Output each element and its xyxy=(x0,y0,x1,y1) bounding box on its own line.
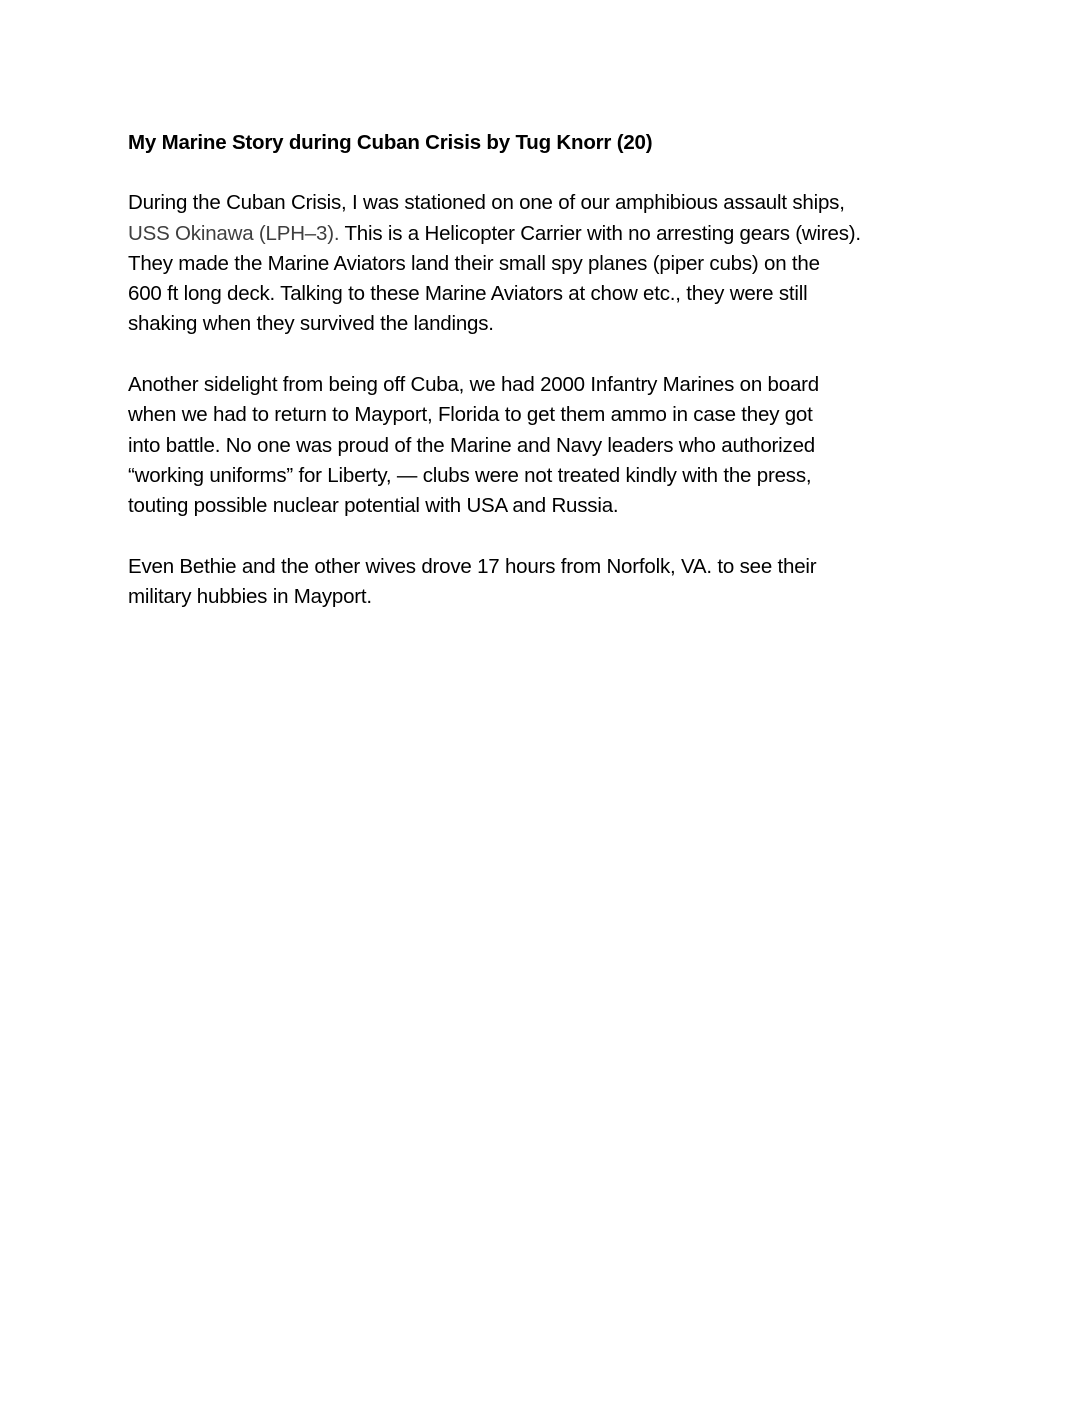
paragraph-2-line-4: “working uniforms” for Liberty, — clubs were not treated kindly with the press, xyxy=(128,463,812,487)
paragraph-1 xyxy=(128,188,968,339)
paragraph-1-line-5: shaking when they survived the landings. xyxy=(128,312,494,336)
paragraph-3-line-2: military hubbies in Mayport. xyxy=(128,585,372,609)
paragraph-2-line-3: into battle. No one was proud of the Marine and Navy leaders who authorized xyxy=(128,433,815,457)
spacer xyxy=(128,158,968,188)
spacer xyxy=(128,340,968,370)
paragraph-1-line-2-text: This is a Helicopter Carrier with no arresting gears (wires). xyxy=(344,221,861,245)
paragraph-1-line-3: They made the Marine Aviators land their small spy planes (piper cubs) on the xyxy=(128,251,820,275)
ship-link-uss-okinawa[interactable]: USS Okinawa (LPH–3). xyxy=(128,221,340,245)
paragraph-2-line-1: Another sidelight from being off Cuba, we had 2000 Infantry Marines on board xyxy=(128,373,819,397)
paragraph-2 xyxy=(128,370,968,521)
paragraph-3 xyxy=(128,552,968,613)
paragraph-2-line-2: when we had to return to Mayport, Florida to get them ammo in case they got xyxy=(128,403,813,427)
document-title: My Marine Story during Cuban Crisis by Tug Knorr (20) xyxy=(128,131,653,154)
paragraph-1-line-4: 600 ft long deck. Talking to these Marine Aviators at chow etc., they were still xyxy=(128,282,808,306)
paragraph-1-line-2 xyxy=(128,219,968,249)
paragraph-2-line-5: touting possible nuclear potential with USA and Russia. xyxy=(128,494,619,518)
paragraph-3-line-1: Even Bethie and the other wives drove 17 hours from Norfolk, VA. to see their xyxy=(128,554,817,578)
paragraph-1-line-1: During the Cuban Crisis, I was stationed on one of our amphibious assault ships, xyxy=(128,191,845,215)
document-body xyxy=(128,128,968,612)
spacer xyxy=(128,522,968,552)
